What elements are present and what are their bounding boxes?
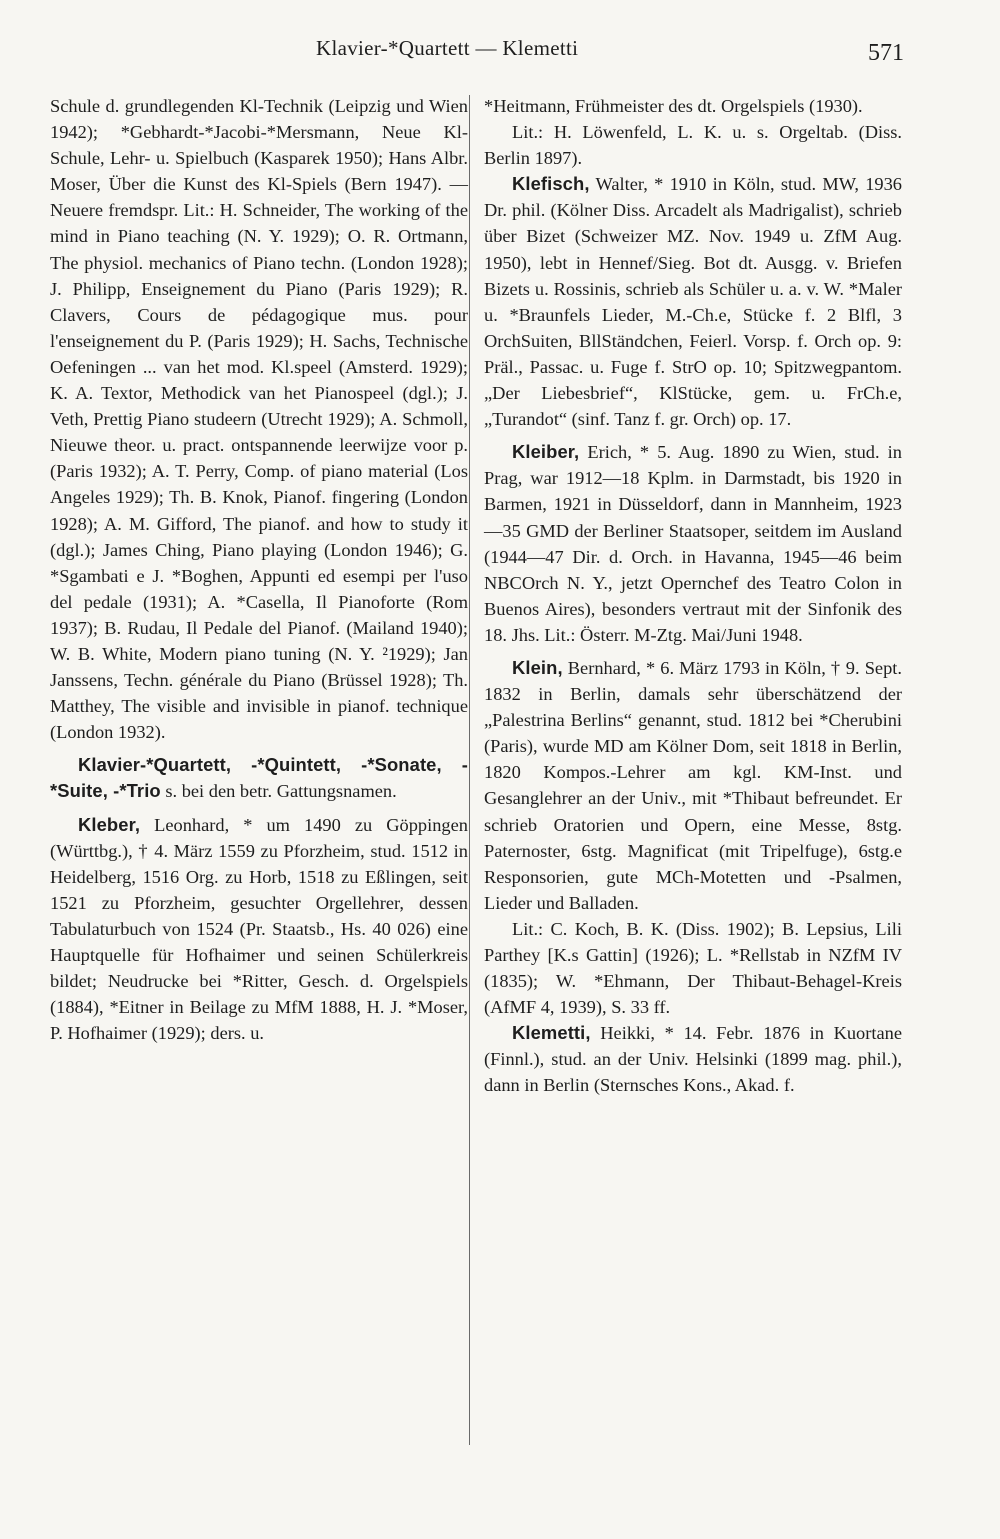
entry-body: Walter, * 1910 in Köln, stud. MW, 1936 Dr. phil. (Kölner Diss. Arcadelt als Madrigalist), schrieb über Bizet (Schweizer MZ. Nov. 1949 u. ZfM Aug. 1950), lebt in Hennef/Sieg. Bot dt. Ausgg. v. Briefen Bizets u. Rossinis, schrieb als Schüler u. a. v. W. *Maler u. *Braunfels Lieder, M.-Ch.e, Stücke f. 2 Blfl, 3 OrchSuiten, BllStändchen, Feierl. Vorsp. f. Orch op. 9: Präl., Passac. u. Fuge f. StrO op. 10; Spitzwegpantom. „Der Liebesbrief“, KlStücke, gem. u. FrCh.e, „Turandot“ (sinf. Tanz f. gr. Orch) op. 17.: [484, 174, 902, 430]
entry-klein: [484, 655, 902, 916]
right-column: [484, 93, 902, 1099]
continuation-lit: Lit.: H. Löwenfeld, L. K. u. s. Orgeltab. (Diss. Berlin 1897).: [484, 122, 902, 169]
running-head: Klavier-*Quartett — Klemetti: [316, 36, 579, 60]
entry-body: Leonhard, * um 1490 zu Göppingen (Württbg.), † 4. März 1559 zu Pforzheim, stud. 1512 in Heidelberg, 1516 Org. zu Horb, 1518 zu Eßlingen, seit 1521 zu Pforzheim, gesuchter Orgellehrer, dessen Tabulaturbuch von 1524 (Pr. Staatsb., Hs. 40 026) eine Hauptquelle für Hofhaimer und seinen Schülerkreis bildet; Neudrucke bei *Ritter, Gesch. d. Orgelspiels (1884), *Eitner in Beilage zu MfM 1888, H. J. *Moser, P. Hofhaimer (1929); ders. u.: [50, 814, 468, 1044]
entry-klefisch: [484, 171, 902, 432]
entry-klein-lit: Lit.: C. Koch, B. K. (Diss. 1902); B. Lepsius, Lili Parthey [K.s Gattin] (1926); L. *Rellstab in NZfM IV (1835); W. *Ehmann, Der Thibaut-Behagel-Kreis (AfMF 4, 1939), S. 33 ff.: [484, 918, 902, 1018]
entry-klavier-quartett: [50, 752, 468, 804]
entry-kleber: [50, 812, 468, 1047]
entry-body: s. bei den betr. Gattungsnamen.: [160, 781, 397, 802]
entry-body: Heikki, * 14. Febr. 1876 in Kuortane (Finnl.), stud. an der Univ. Helsinki (1899 mag. phil.), dann in Berlin (Sternsches Kons., Akad. f.: [484, 1023, 902, 1096]
continuation-text-left: Schule d. grundlegenden Kl-Technik (Leipzig und Wien 1942); *Gebhardt-*Jacobi-*Mersmann, Neue Kl-Schule, Lehr- u. Spielbuch (Kasparek 1950); Hans Albr. Moser, Über die Kunst des Kl-Spiels (Bern 1947). — Neuere fremdspr. Lit.: H. Schneider, The working of the mind in Piano teaching (N. Y. 1929); O. R. Ortmann, The physiol. mechanics of Piano techn. (London 1928); J. Philipp, Enseignement du Piano (Paris 1929); R. Clavers, Cours de pédagogique mus. pour l'enseignement du P. (Paris 1929); H. Sachs, Technische Oefeningen ... van het mod. Kl.speel (Amsterd. 1929); K. A. Textor, Methodick van het Pianospeel (dgl.); J. Veth, Prettig Piano studeern (Utrecht 1929); A. Schmoll, Nieuwe theor. u. pract. ontspannende leerwijze voor p. (Paris 1932); A. T. Perry, Comp. of piano material (Los Angeles 1929); Th. B. Knok, Pianof. fingering (London 1928); A. M. Gifford, The pianof. and how to study it (dgl.); James Ching, Piano playing (London 1946); G. *Sgambati e J. *Boghen, Appunti ed esempi per l'uso del pedale (1931); A. *Casella, Il Pianoforte (Rom 1937); B. Rudau, Il Pedale del Pianof. (Mailand 1940); W. B. White, Modern piano tuning (N. Y. ²1929); Jan Janssens, Techn. générale du Piano (Brüssel 1928); Th. Matthey, The visible and invisible in pianof. technique (London 1932).: [50, 96, 468, 743]
entry-kleiber: [484, 439, 902, 648]
headword: Klefisch,: [512, 173, 590, 195]
entry-body: Bernhard, * 6. März 1793 in Köln, † 9. Sept. 1832 in Berlin, damals sehr überschätzend der „Palestrina Berlins“ genannt, stud. 1812 bei *Cherubini (Paris), wurde MD am Kölner Dom, seit 1818 in Berlin, 1820 Kompos.-Lehrer am kgl. KM-Inst. und Gesanglehrer an der Univ., mit *Thibaut befreundet. Er schrieb Oratorien und Opern, eine Messe, 8stg. Paternoster, 6stg. Magnificat (mit Tripelfuge), 6stg.e Responsorien, gute MCh-Motetten und -Psalmen, Lieder und Balladen.: [484, 657, 902, 913]
headword: Klein,: [512, 656, 563, 678]
entry-body: Erich, * 5. Aug. 1890 zu Wien, stud. in Prag, war 1912—18 Kplm. in Darmstadt, bis 1920 in Barmen, 1921 in Düsseldorf, dann in Mannheim, 1923—35 GMD der Berliner Staatsoper, seitdem im Ausland (1944—47 Dir. d. Orch. in Havanna, 1945—46 beim NBCOrch N. Y., jetzt Opernchef des Teatro Colon in Buenos Aires), besonders vertraut mit der Sinfonik des 18. Jhs. Lit.: Österr. M-Ztg. Mai/Juni 1948.: [484, 442, 902, 645]
continuation-text-right: *Heitmann, Frühmeister des dt. Orgelspiels (1930).: [484, 96, 863, 116]
column-divider: [469, 95, 470, 1445]
headword: Klavier-*Quartett, -*Quintett, -*Sonate, -*Suite, -*Trio: [50, 754, 468, 802]
entry-klemetti: [484, 1020, 902, 1098]
headword: Klemetti,: [512, 1022, 591, 1044]
headword: Kleber,: [78, 813, 141, 835]
left-column: [50, 93, 468, 1046]
headword: Kleiber,: [512, 441, 580, 463]
page-number: 571: [868, 40, 904, 66]
